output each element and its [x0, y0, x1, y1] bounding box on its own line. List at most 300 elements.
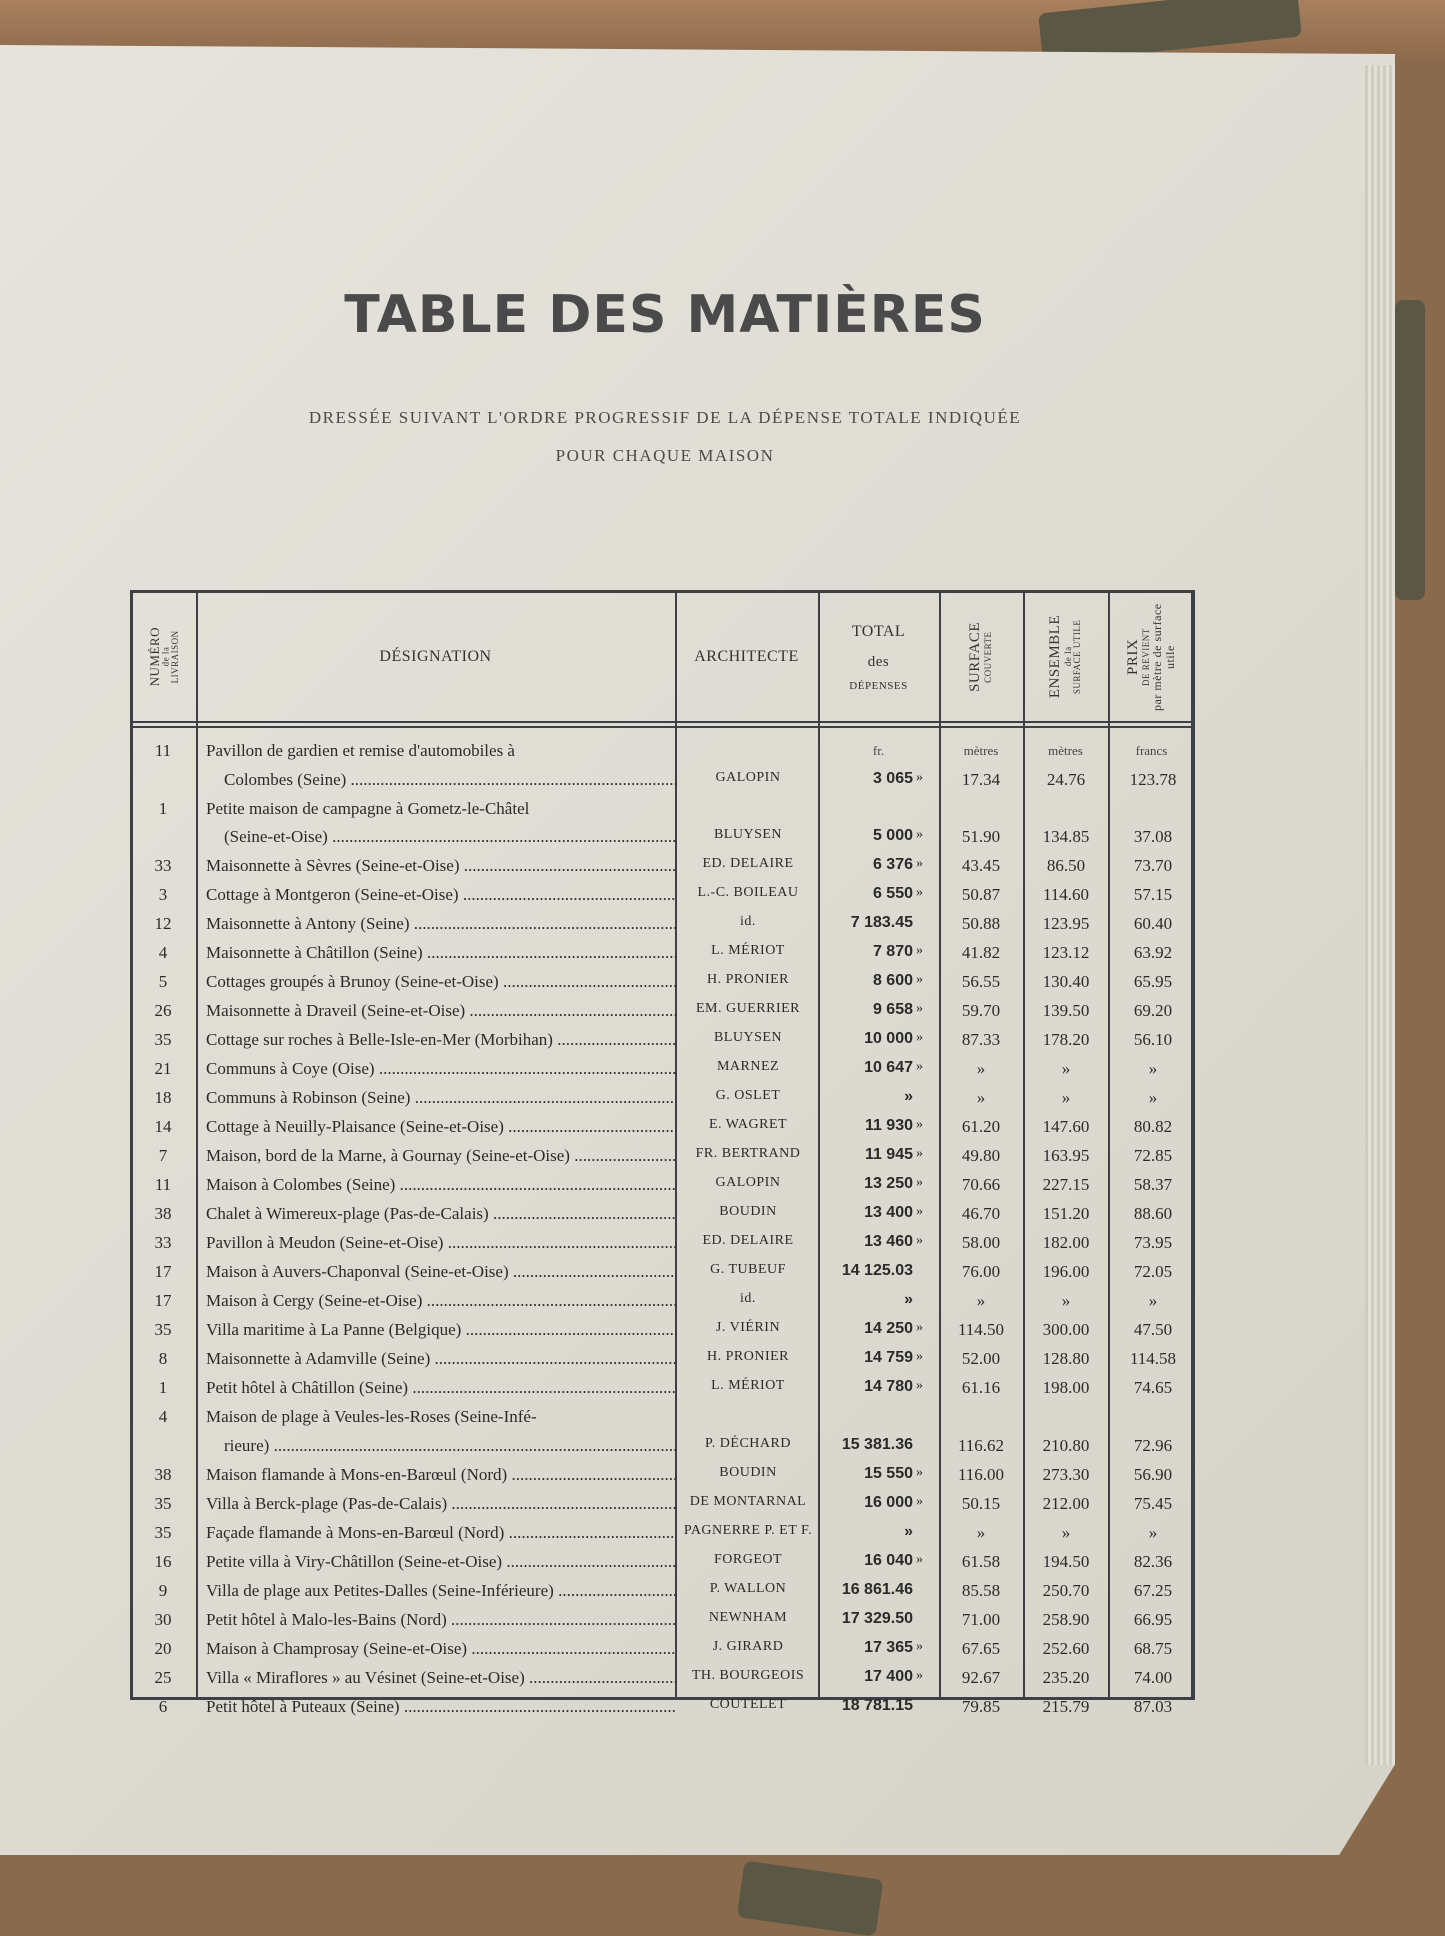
- row-ensemble: 147.60: [1042, 1117, 1090, 1137]
- row-total: 7 870: [872, 943, 913, 961]
- row-architecte: EM. GUERRIER: [696, 1001, 800, 1017]
- row-number: 8: [158, 1349, 168, 1369]
- row-architecte: H. PRONIER: [706, 972, 789, 988]
- row-architecte: L. MÉRIOT: [711, 1378, 785, 1394]
- row-number: 14: [154, 1117, 172, 1137]
- unit-prix: francs: [1135, 743, 1168, 758]
- header-numero-line1: NUMÉRO: [147, 627, 163, 687]
- table-row: [133, 1262, 1195, 1291]
- row-surface: 87.33: [961, 1030, 1001, 1050]
- row-architecte: ED. DELAIRE: [702, 1233, 794, 1249]
- row-surface: 41.82: [961, 943, 1001, 963]
- row-ensemble: 134.85: [1042, 827, 1090, 847]
- row-total-mark: »: [916, 1001, 923, 1017]
- row-total-mark: »: [916, 1667, 923, 1683]
- row-total: 18 781.15: [841, 1696, 913, 1714]
- row-designation: Maison à Auvers-Chaponval (Seine-et-Oise) .....: [206, 1262, 676, 1282]
- row-designation-cont: rieure) .....: [224, 1436, 676, 1456]
- table-row: [133, 914, 1195, 943]
- row-prix: 114.58: [1129, 1349, 1177, 1369]
- header-prix-line3: par mètre: [1150, 660, 1165, 711]
- row-surface: 67.65: [961, 1638, 1001, 1658]
- unit-surface: mètres: [963, 743, 999, 758]
- table-row: [133, 1320, 1195, 1349]
- row-designation: Maison de plage à Veules-les-Roses (Seine-Infé-: [206, 1407, 537, 1427]
- row-total-mark: »: [916, 1204, 923, 1220]
- header-total-line1: TOTAL: [851, 623, 906, 641]
- row-total: 6 550: [872, 885, 913, 903]
- row-architecte: G. TUBEUF: [710, 1262, 786, 1278]
- row-surface: 116.62: [957, 1435, 1005, 1455]
- row-surface: 114.50: [957, 1320, 1005, 1340]
- row-number: 11: [154, 741, 172, 760]
- row-number: 20: [154, 1638, 172, 1658]
- header-numero-line3: LIVRAISON: [170, 630, 181, 684]
- row-designation: Pavillon de gardien et remise d'automobiles à: [206, 741, 515, 760]
- row-total: 13 250: [864, 1175, 913, 1193]
- row-architecte: COUTELET: [709, 1696, 787, 1712]
- header-total-line3: DÉPENSES: [849, 680, 908, 692]
- row-surface: 61.58: [961, 1551, 1001, 1571]
- row-surface: 56.55: [961, 972, 1001, 992]
- row-prix: 75.45: [1133, 1493, 1173, 1513]
- row-number: 4: [158, 1407, 168, 1427]
- row-prix: 73.70: [1133, 856, 1173, 876]
- row-architecte: id.: [740, 1291, 756, 1307]
- row-designation: Villa à Berck-plage (Pas-de-Calais) .....: [206, 1494, 676, 1514]
- row-total: 10 000: [864, 1030, 913, 1048]
- row-prix: 80.82: [1133, 1117, 1173, 1137]
- table-row: [133, 1697, 1195, 1726]
- row-surface: 61.20: [961, 1117, 1001, 1137]
- row-architecte: P. WALLON: [709, 1580, 787, 1596]
- book-strap-bottom: [737, 1861, 884, 1936]
- header-surface: [939, 593, 1023, 721]
- row-ensemble: 196.00: [1042, 1262, 1090, 1282]
- row-surface: »: [976, 1291, 986, 1311]
- row-total: 16 040: [864, 1551, 913, 1569]
- row-surface: 51.90: [961, 827, 1001, 847]
- row-total-mark: »: [916, 1551, 923, 1567]
- row-number: 6: [158, 1696, 168, 1716]
- row-architecte: ED. DELAIRE: [702, 856, 794, 872]
- row-total-mark: »: [916, 1117, 923, 1133]
- table-row: [133, 856, 1195, 885]
- row-surface: 85.58: [961, 1580, 1001, 1600]
- row-surface: 50.88: [961, 914, 1001, 934]
- row-total: »: [904, 1088, 913, 1106]
- row-prix: »: [1148, 1291, 1158, 1311]
- row-designation: Villa « Miraflores » au Vésinet (Seine-et-Oise) .....: [206, 1668, 676, 1688]
- row-total-mark: »: [916, 1320, 923, 1336]
- row-total: 14 125.03: [841, 1262, 913, 1280]
- row-architecte: id.: [740, 914, 756, 930]
- row-architecte: FR. BERTRAND: [695, 1146, 801, 1162]
- row-ensemble: 151.20: [1042, 1204, 1090, 1224]
- row-architecte: MARNEZ: [716, 1059, 780, 1075]
- row-surface: »: [976, 1059, 986, 1079]
- table-row: [133, 1146, 1195, 1175]
- row-ensemble: 258.90: [1042, 1609, 1090, 1629]
- row-designation: Petit hôtel à Malo-les-Bains (Nord) .....: [206, 1610, 676, 1630]
- header-ensemble-line2: de la: [1062, 647, 1073, 667]
- row-prix: »: [1148, 1088, 1158, 1108]
- row-architecte: L.-C. BOILEAU: [697, 885, 799, 901]
- table-row: [133, 1030, 1195, 1059]
- row-ensemble: 210.80: [1042, 1435, 1090, 1455]
- row-ensemble: 212.00: [1042, 1493, 1090, 1513]
- table-row: [133, 1349, 1195, 1378]
- row-architecte: TH. BOURGEOIS: [691, 1667, 805, 1683]
- row-ensemble: 128.80: [1042, 1349, 1090, 1369]
- table-row: [133, 1465, 1195, 1494]
- table-row: [133, 1668, 1195, 1697]
- row-prix: 56.90: [1133, 1464, 1173, 1484]
- table-row: [133, 1059, 1195, 1088]
- row-ensemble: 273.30: [1042, 1464, 1090, 1484]
- row-total-mark: »: [916, 1638, 923, 1654]
- row-total: 16 861.46: [841, 1580, 913, 1598]
- row-total-mark: »: [916, 972, 923, 988]
- row-ensemble: 130.40: [1042, 972, 1090, 992]
- row-designation: Cottage sur roches à Belle-Isle-en-Mer (Morbihan) .....: [206, 1030, 676, 1050]
- row-surface: 116.00: [957, 1464, 1005, 1484]
- row-total: »: [904, 1522, 913, 1540]
- row-ensemble: 123.95: [1042, 914, 1090, 934]
- row-designation: Maison à Cergy (Seine-et-Oise) .....: [206, 1291, 676, 1311]
- header-architecte: ARCHITECTE: [694, 648, 799, 665]
- row-prix: 63.92: [1133, 943, 1173, 963]
- subtitle-line-1: DRESSÉE SUIVANT L'ORDRE PROGRESSIF DE LA DÉPENSE TOTALE INDIQUÉE: [308, 408, 1022, 427]
- row-designation: Pavillon à Meudon (Seine-et-Oise) .....: [206, 1233, 676, 1253]
- row-ensemble: 139.50: [1042, 1001, 1090, 1021]
- page-edge: [1365, 65, 1395, 1765]
- row-total: 10 647: [864, 1059, 913, 1077]
- row-architecte: NEWNHAM: [708, 1609, 788, 1625]
- row-ensemble: »: [1061, 1291, 1071, 1311]
- row-architecte: PAGNERRE P. ET F.: [683, 1522, 813, 1538]
- row-surface: 61.16: [961, 1378, 1001, 1398]
- row-prix: 72.85: [1133, 1146, 1173, 1166]
- row-ensemble: 252.60: [1042, 1638, 1090, 1658]
- table-row: [133, 972, 1195, 1001]
- row-designation: Maisonnette à Sèvres (Seine-et-Oise) .....: [206, 856, 676, 876]
- table-row: [133, 885, 1195, 914]
- row-surface: 92.67: [961, 1667, 1001, 1687]
- row-surface: 79.85: [961, 1696, 1001, 1716]
- row-architecte: J. VIÉRIN: [715, 1320, 781, 1336]
- row-prix: 57.15: [1133, 885, 1173, 905]
- row-designation: Maisonnette à Adamville (Seine) .....: [206, 1349, 676, 1369]
- header-surface-line2: COUVERTE: [983, 631, 994, 683]
- row-surface: 46.70: [961, 1204, 1001, 1224]
- row-designation: Communs à Coye (Oise) .....: [206, 1059, 676, 1079]
- row-total-mark: »: [916, 1493, 923, 1509]
- row-surface: 52.00: [961, 1349, 1001, 1369]
- row-designation: Cottage à Neuilly-Plaisance (Seine-et-Oise) .....: [206, 1117, 676, 1137]
- row-total: 11 930: [864, 1117, 913, 1135]
- row-total: 8 600: [872, 972, 913, 990]
- row-designation: Petite villa à Viry-Châtillon (Seine-et-Oise) .....: [206, 1552, 676, 1572]
- row-surface: »: [976, 1522, 986, 1542]
- header-numero: [133, 593, 196, 721]
- row-architecte: G. OSLET: [715, 1088, 781, 1104]
- header-total-line2: des: [867, 653, 890, 670]
- row-total-mark: »: [916, 1030, 923, 1046]
- row-ensemble: 215.79: [1042, 1696, 1090, 1716]
- row-designation: Maisonnette à Draveil (Seine-et-Oise) .....: [206, 1001, 676, 1021]
- header-divider: [133, 721, 1191, 723]
- row-number: 35: [154, 1493, 172, 1513]
- page-title: TABLE DES MATIÈRES: [344, 285, 986, 345]
- header-divider: [133, 726, 1191, 728]
- row-prix: 66.95: [1133, 1609, 1173, 1629]
- unit-total: fr.: [872, 743, 885, 758]
- row-number: 26: [154, 1001, 172, 1021]
- row-total: 11 945: [864, 1146, 913, 1164]
- table-row: [133, 1523, 1195, 1552]
- row-number: 3: [158, 885, 168, 905]
- row-number: 17: [154, 1291, 172, 1311]
- row-number: 25: [154, 1667, 172, 1687]
- table-row: [133, 1291, 1195, 1320]
- row-total-mark: »: [916, 827, 923, 843]
- table-row: [133, 1233, 1195, 1262]
- header-ensemble: [1023, 593, 1108, 721]
- row-designation: Façade flamande à Mons-en-Barœul (Nord) .....: [206, 1523, 676, 1543]
- row-total-mark: »: [916, 769, 923, 785]
- row-number: 11: [154, 1175, 172, 1195]
- row-designation: Villa maritime à La Panne (Belgique) .....: [206, 1320, 676, 1340]
- row-architecte: GALOPIN: [715, 1175, 781, 1191]
- row-number: 9: [158, 1580, 168, 1600]
- row-architecte: BOUDIN: [719, 1464, 777, 1480]
- row-number: 5: [158, 972, 168, 992]
- row-surface: 43.45: [961, 856, 1001, 876]
- row-architecte: E. WAGRET: [708, 1117, 788, 1133]
- row-designation-cont: Colombes (Seine) .....: [224, 770, 676, 790]
- row-number: 21: [154, 1059, 172, 1079]
- row-surface: »: [976, 1088, 986, 1108]
- table-row: [133, 1407, 1195, 1464]
- row-prix: 73.95: [1133, 1233, 1173, 1253]
- row-total: 7 183.45: [850, 914, 913, 932]
- header-prix-line2: DE REVIENT: [1141, 628, 1152, 686]
- row-ensemble: »: [1061, 1088, 1071, 1108]
- row-designation: Petit hôtel à Châtillon (Seine) .....: [206, 1378, 676, 1398]
- row-architecte: FORGEOT: [713, 1551, 783, 1567]
- header-prix-line1: PRIX: [1125, 638, 1142, 676]
- row-surface: 17.34: [961, 769, 1001, 789]
- row-architecte: BLUYSEN: [713, 827, 783, 843]
- row-prix: 72.05: [1133, 1262, 1173, 1282]
- table-row: [133, 1581, 1195, 1610]
- row-designation: Cottage à Montgeron (Seine-et-Oise) .....: [206, 885, 676, 905]
- row-total: 17 365: [864, 1638, 913, 1656]
- row-total-mark: »: [916, 856, 923, 872]
- row-surface: 76.00: [961, 1262, 1001, 1282]
- row-number: 1: [158, 1378, 168, 1398]
- table-row: [133, 1552, 1195, 1581]
- row-prix: 37.08: [1133, 827, 1173, 847]
- row-total-mark: »: [916, 1464, 923, 1480]
- book-strap-right: [1395, 300, 1425, 600]
- row-surface: 71.00: [961, 1609, 1001, 1629]
- row-prix: 67.25: [1133, 1580, 1173, 1600]
- table-row: [133, 741, 1195, 798]
- header-numero-line2: de la: [160, 647, 171, 667]
- row-number: 4: [158, 943, 168, 963]
- row-designation: Maison flamande à Mons-en-Barœul (Nord) .....: [206, 1465, 676, 1485]
- row-designation: Villa de plage aux Petites-Dalles (Seine-Inférieure) .....: [206, 1581, 676, 1601]
- table-row: [133, 943, 1195, 972]
- row-total-mark: »: [916, 1233, 923, 1249]
- row-total: 14 780: [864, 1378, 913, 1396]
- row-architecte: GALOPIN: [715, 769, 781, 785]
- row-surface: 59.70: [961, 1001, 1001, 1021]
- row-ensemble: 182.00: [1042, 1233, 1090, 1253]
- row-surface: 49.80: [961, 1146, 1001, 1166]
- row-designation: Maisonnette à Châtillon (Seine) .....: [206, 943, 676, 963]
- row-prix: 87.03: [1133, 1696, 1173, 1716]
- row-prix: 58.37: [1133, 1175, 1173, 1195]
- row-prix: »: [1148, 1522, 1158, 1542]
- row-designation: Petite maison de campagne à Gometz-le-Châtel: [206, 798, 530, 818]
- header-ensemble-line1: ENSEMBLE: [1047, 615, 1064, 699]
- row-designation: Cottages groupés à Brunoy (Seine-et-Oise) .....: [206, 972, 676, 992]
- row-total: 17 400: [864, 1667, 913, 1685]
- row-prix: 88.60: [1133, 1204, 1173, 1224]
- row-architecte: P. DÉCHARD: [705, 1435, 791, 1451]
- contents-table: [130, 590, 1195, 1716]
- row-number: 30: [154, 1609, 172, 1629]
- row-number: 17: [154, 1262, 172, 1282]
- subtitle-line-2: POUR CHAQUE MAISON: [555, 446, 775, 465]
- row-total: 17 329.50: [841, 1609, 913, 1627]
- row-total: 15 381.36: [841, 1435, 913, 1453]
- row-number: 16: [154, 1551, 172, 1571]
- row-total: 16 000: [864, 1493, 913, 1511]
- row-ensemble: 163.95: [1042, 1146, 1090, 1166]
- row-total: 15 550: [864, 1464, 913, 1482]
- header-ensemble-line3: SURFACE UTILE: [1072, 619, 1083, 695]
- table-row: [133, 1204, 1195, 1233]
- row-number: 33: [154, 856, 172, 876]
- row-total: 13 400: [864, 1204, 913, 1222]
- header-surface-line1: SURFACE: [967, 622, 984, 692]
- row-ensemble: 235.20: [1042, 1667, 1090, 1687]
- row-ensemble: »: [1061, 1522, 1071, 1542]
- table-row: [133, 1610, 1195, 1639]
- unit-ensemble: mètres: [1048, 743, 1083, 758]
- row-number: 35: [154, 1522, 172, 1542]
- row-designation: Maison à Colombes (Seine) .....: [206, 1175, 676, 1195]
- row-architecte: L. MÉRIOT: [711, 943, 785, 959]
- row-ensemble: 178.20: [1042, 1030, 1090, 1050]
- row-surface: 70.66: [961, 1175, 1001, 1195]
- row-prix: 56.10: [1133, 1030, 1173, 1050]
- row-architecte: J. GIRARD: [712, 1638, 784, 1654]
- row-designation: Communs à Robinson (Seine) .....: [206, 1088, 676, 1108]
- table-row: [133, 1494, 1195, 1523]
- row-total: 5 000: [872, 827, 913, 845]
- row-total-mark: »: [916, 1059, 923, 1075]
- row-number: 7: [158, 1146, 168, 1166]
- row-prix: 68.75: [1133, 1638, 1173, 1658]
- row-architecte: H. PRONIER: [706, 1349, 789, 1365]
- row-total-mark: »: [916, 1349, 923, 1365]
- row-ensemble: 198.00: [1042, 1378, 1090, 1398]
- row-prix: 65.95: [1133, 972, 1173, 992]
- row-ensemble: 250.70: [1042, 1580, 1090, 1600]
- row-total-mark: »: [916, 943, 923, 959]
- row-total: 13 460: [864, 1233, 913, 1251]
- row-designation: Maison à Champrosay (Seine-et-Oise) .....: [206, 1639, 676, 1659]
- row-total: 9 658: [872, 1001, 913, 1019]
- table-row: [133, 1117, 1195, 1146]
- row-prix: 74.65: [1133, 1378, 1173, 1398]
- header-designation: DÉSIGNATION: [379, 648, 492, 665]
- row-ensemble: 123.12: [1042, 943, 1090, 963]
- row-number: 33: [154, 1233, 172, 1253]
- row-ensemble: 114.60: [1042, 885, 1090, 905]
- row-prix: 69.20: [1133, 1001, 1173, 1021]
- row-designation: Maisonnette à Antony (Seine) .....: [206, 914, 676, 934]
- row-prix: 47.50: [1133, 1320, 1173, 1340]
- row-number: 38: [154, 1464, 172, 1484]
- header-total: [818, 593, 939, 721]
- row-ensemble: 227.15: [1042, 1175, 1090, 1195]
- row-prix: 72.96: [1133, 1435, 1173, 1455]
- row-prix: 82.36: [1133, 1551, 1173, 1571]
- row-designation: Chalet à Wimereux-plage (Pas-de-Calais) .....: [206, 1204, 676, 1224]
- row-designation: Maison, bord de la Marne, à Gournay (Seine-et-Oise) .....: [206, 1146, 676, 1166]
- row-number: 35: [154, 1320, 172, 1340]
- table-row: [133, 1378, 1195, 1407]
- header-prix-line4: de surface utile: [1150, 603, 1178, 669]
- row-architecte: DE MONTARNAL: [689, 1493, 807, 1509]
- row-ensemble: 194.50: [1042, 1551, 1090, 1571]
- row-prix: 74.00: [1133, 1667, 1173, 1687]
- row-surface: 58.00: [961, 1233, 1001, 1253]
- row-designation-cont: (Seine-et-Oise) .....: [224, 827, 676, 847]
- row-number: 18: [154, 1088, 172, 1108]
- row-surface: 50.87: [961, 885, 1001, 905]
- row-ensemble: »: [1061, 1059, 1071, 1079]
- row-ensemble: 86.50: [1046, 856, 1086, 876]
- row-architecte: BLUYSEN: [713, 1030, 783, 1046]
- row-number: 35: [154, 1030, 172, 1050]
- row-total: 3 065: [872, 769, 913, 787]
- table-row: [133, 1088, 1195, 1117]
- row-ensemble: 24.76: [1046, 769, 1086, 789]
- header-prix: [1108, 593, 1195, 721]
- row-number: 1: [158, 798, 168, 818]
- row-number: 38: [154, 1204, 172, 1224]
- row-prix: »: [1148, 1059, 1158, 1079]
- table-row: [133, 799, 1195, 856]
- row-total-mark: »: [916, 1175, 923, 1191]
- row-total-mark: »: [916, 1378, 923, 1394]
- row-total-mark: »: [916, 885, 923, 901]
- row-number: 12: [154, 914, 172, 934]
- row-total-mark: »: [916, 1146, 923, 1162]
- table-row: [133, 1639, 1195, 1668]
- row-total: 14 759: [864, 1349, 913, 1367]
- row-total: »: [904, 1291, 913, 1309]
- table-row: [133, 1001, 1195, 1030]
- row-prix: 123.78: [1129, 769, 1177, 789]
